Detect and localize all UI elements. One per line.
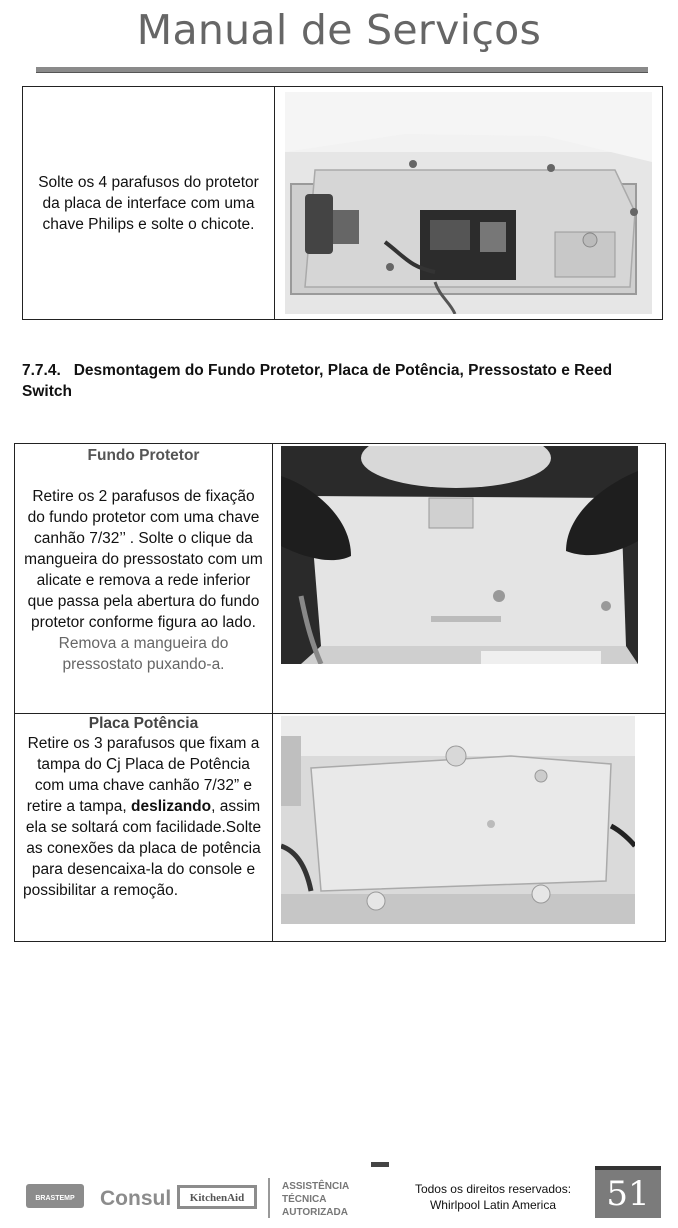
header-rule bbox=[36, 67, 648, 73]
step-table-interface bbox=[22, 86, 663, 320]
footer-brand-logos bbox=[24, 1176, 364, 1220]
page-number-box bbox=[595, 1166, 661, 1218]
section-number: 7.7.4. bbox=[22, 362, 61, 379]
page-number: 51 bbox=[606, 1174, 650, 1214]
svg-text:TÉCNICA: TÉCNICA bbox=[282, 1194, 327, 1205]
placa-potencia-photo bbox=[281, 716, 635, 924]
step-note: Remova a mangueira do pressostato puxando-a. bbox=[58, 635, 229, 673]
page-title: Manual de Serviços bbox=[136, 6, 542, 54]
step-instruction-part: , assim ela se soltará com facilidade.Solte as conexões da placa de potência para desencaixa-la do console e bbox=[25, 798, 262, 878]
step-text-cell bbox=[23, 87, 275, 320]
interface-board-photo bbox=[285, 92, 652, 314]
step-photo-cell bbox=[273, 714, 666, 942]
section-title: Desmontagem do Fundo Protetor, Placa de Potência, Pressostato e Reed Switch bbox=[22, 362, 613, 400]
step-heading: Placa Potência bbox=[88, 715, 199, 732]
footer-copyright bbox=[398, 1181, 588, 1213]
copyright-line: Whirlpool Latin America bbox=[429, 1198, 557, 1212]
step-instruction bbox=[15, 733, 272, 880]
brand-logos-graphic bbox=[24, 1176, 364, 1220]
placa-potencia-illustration bbox=[281, 716, 635, 924]
copyright-line: Todos os direitos reservados: bbox=[414, 1182, 572, 1196]
svg-text:BRASTEMP: BRASTEMP bbox=[35, 1195, 75, 1202]
step-instruction-tail: possibilitar a remoção. bbox=[23, 882, 179, 899]
svg-text:KitchenAid: KitchenAid bbox=[189, 1192, 245, 1204]
step-instruction-emphasis: deslizando bbox=[131, 798, 212, 815]
step-photo-cell bbox=[273, 444, 666, 714]
fundo-protetor-illustration bbox=[281, 446, 638, 664]
step-heading: Fundo Protetor bbox=[87, 447, 200, 464]
step-instruction: Solte os 4 parafusos do protetor da placa de interface com uma chave Philips e solte o chicote. bbox=[38, 173, 259, 233]
step-table-disassembly bbox=[14, 443, 666, 942]
step-instruction-part: Retire os 3 parafusos que fixam a tampa do Cj Placa de Potência com uma chave canhão 7/32” e retire a tampa, bbox=[26, 735, 260, 815]
step-text-cell bbox=[15, 714, 273, 942]
fundo-protetor-photo bbox=[281, 446, 638, 664]
footer-dash bbox=[371, 1162, 389, 1167]
section-heading bbox=[22, 360, 652, 402]
svg-text:ASSISTÊNCIA: ASSISTÊNCIA bbox=[282, 1181, 350, 1192]
interface-board-illustration bbox=[285, 92, 652, 314]
step-photo-cell bbox=[275, 87, 663, 320]
svg-text:AUTORIZADA: AUTORIZADA bbox=[282, 1207, 348, 1218]
step-instruction: Retire os 2 parafusos de fixação do fundo protetor com uma chave canhão 7/32’’ . Solte o clique da mangueira do pressostato com um alicate e remova a rede inferior que passa pela abertura do fundo protetor conforme figura ao lado. bbox=[24, 488, 263, 631]
svg-text:Consul: Consul bbox=[100, 1187, 172, 1210]
step-text-cell bbox=[15, 444, 273, 714]
